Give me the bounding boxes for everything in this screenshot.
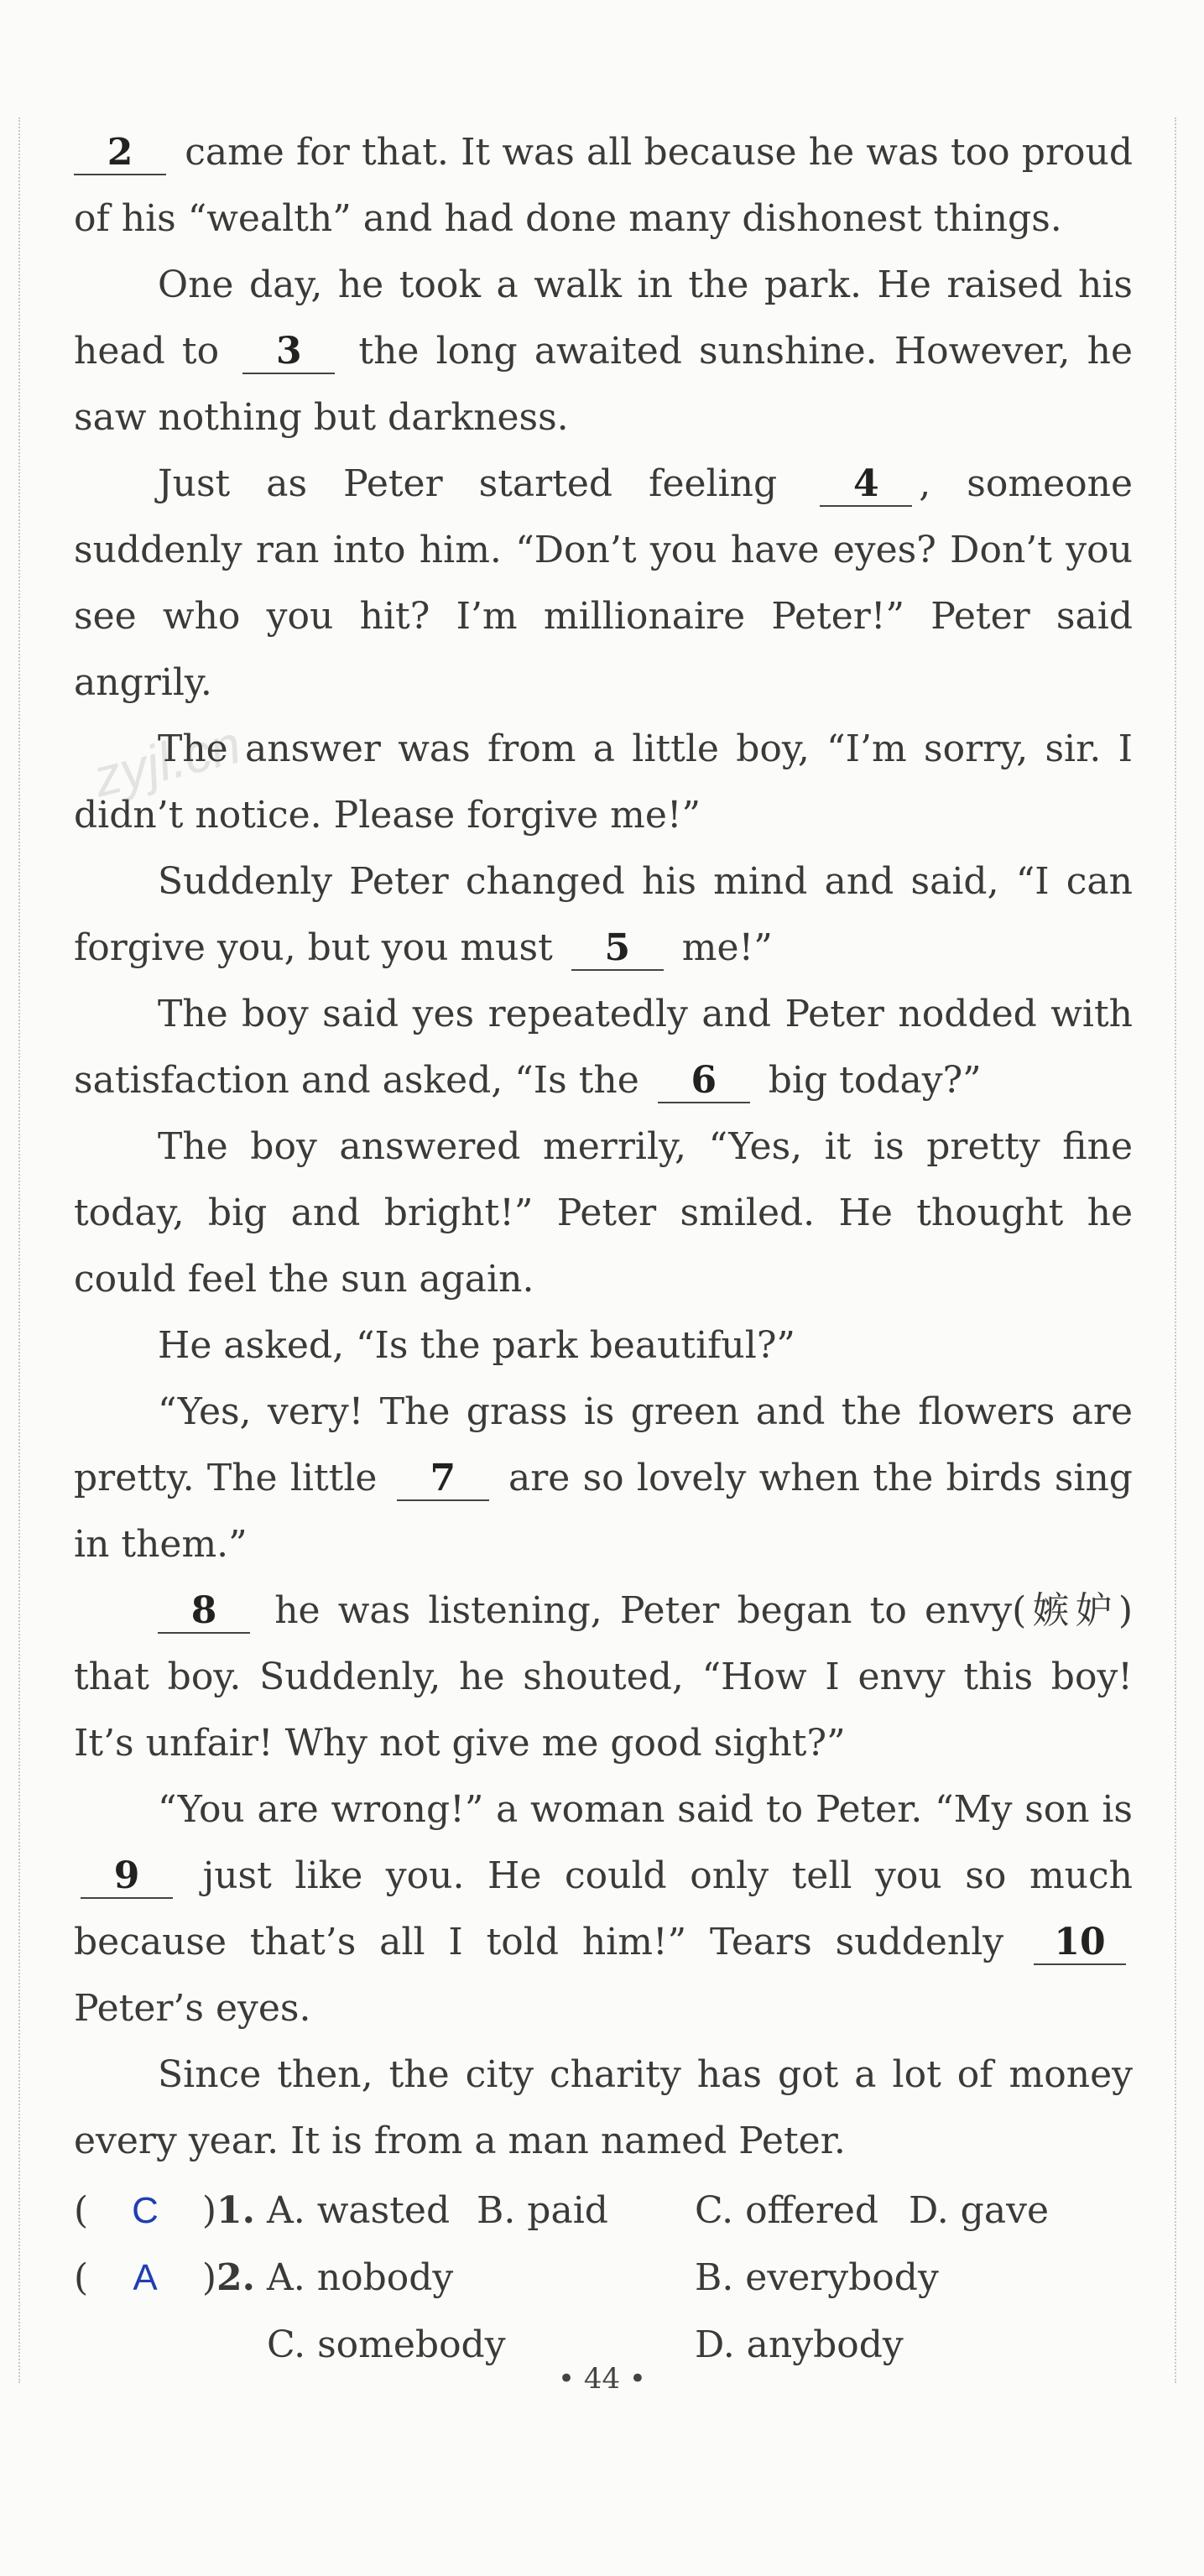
blank-8: 8 bbox=[158, 1590, 250, 1634]
answer-letter: A bbox=[133, 2257, 158, 2298]
option-b: B. everybody bbox=[695, 2256, 939, 2299]
page-number: • 44 • bbox=[558, 2362, 646, 2396]
paragraph-3: Just as Peter started feeling 4 , someone suddenly ran into him. “Don’t you have eyes? Don’t you see who you hit? I’m millionaire Peter!” Peter said angrily. bbox=[74, 462, 1134, 704]
paragraph-12: Since then, the city charity has got a lot of money every year. It is from a man named Peter. bbox=[74, 2053, 1133, 2162]
question-list bbox=[74, 2177, 1133, 2379]
paragraph-2: One day, he took a walk in the park. He raised his head to 3 the long awaited sunshine. However, he saw nothing but darkness. bbox=[74, 263, 1133, 439]
blank-9: 9 bbox=[81, 1855, 173, 1899]
option-a: A. nobody bbox=[267, 2256, 454, 2299]
paragraph-7: The boy answered merrily, “Yes, it is pretty fine today, big and bright!” Peter smiled. He thought he could feel the sun again. bbox=[74, 1125, 1133, 1301]
paragraph-1: 2 came for that. It was all because he was too proud of his “wealth” and had done many dishonest things. bbox=[74, 131, 1133, 240]
option-b: B. paid bbox=[477, 2189, 608, 2232]
paragraph-5: Suddenly Peter changed his mind and said, “I can forgive you, but you must 5 me!” bbox=[74, 860, 1133, 969]
passage bbox=[74, 119, 1133, 2379]
watermark: zyjl.cn bbox=[86, 713, 247, 809]
paragraph-6: The boy said yes repeatedly and Peter nodded with satisfaction and asked, “Is the 6 big today?” bbox=[74, 993, 1133, 1102]
paragraph-10: 8 he was listening, Peter began to envy(嫉妒) that boy. Suddenly, he shouted, “How I envy this boy! It’s unfair! Why not give me good sight?” bbox=[74, 1589, 1133, 1765]
answer-bracket: ( A ) bbox=[74, 2245, 216, 2311]
blank-6: 6 bbox=[658, 1060, 750, 1103]
paragraph-8: He asked, “Is the park beautiful?” bbox=[158, 1324, 795, 1367]
option-c: C. somebody bbox=[267, 2323, 506, 2366]
question-number: 1. bbox=[216, 2189, 255, 2232]
question-number: 2. bbox=[216, 2256, 255, 2299]
blank-4: 4 bbox=[820, 463, 912, 507]
option-c: C. offered bbox=[695, 2189, 879, 2232]
blank-2: 2 bbox=[74, 132, 166, 175]
blank-10: 10 bbox=[1034, 1922, 1126, 1965]
question-1 bbox=[74, 2177, 1133, 2245]
option-a: A. wasted bbox=[267, 2189, 451, 2232]
blank-7: 7 bbox=[397, 1457, 489, 1501]
blank-3: 3 bbox=[242, 331, 335, 374]
paragraph-11: “You are wrong!” a woman said to Peter. “My son is 9 just like you. He could only tell you so much because that’s all I told him!” Tears suddenly 10 Peter’s eyes. bbox=[74, 1788, 1133, 2030]
answer-letter: C bbox=[132, 2190, 159, 2231]
answer-bracket: ( C ) bbox=[74, 2177, 216, 2244]
option-d: D. anybody bbox=[695, 2323, 904, 2366]
paragraph-9: “Yes, very! The grass is green and the flowers are pretty. The little 7 are so lovely when the birds sing in them.” bbox=[74, 1390, 1133, 1566]
question-2 bbox=[74, 2245, 1133, 2312]
option-d: D. gave bbox=[909, 2189, 1049, 2232]
blank-5: 5 bbox=[571, 927, 664, 971]
paragraph-4: The answer was from a little boy, “I’m sorry, sir. I didn’t notice. Please forgive me!” bbox=[74, 727, 1133, 837]
